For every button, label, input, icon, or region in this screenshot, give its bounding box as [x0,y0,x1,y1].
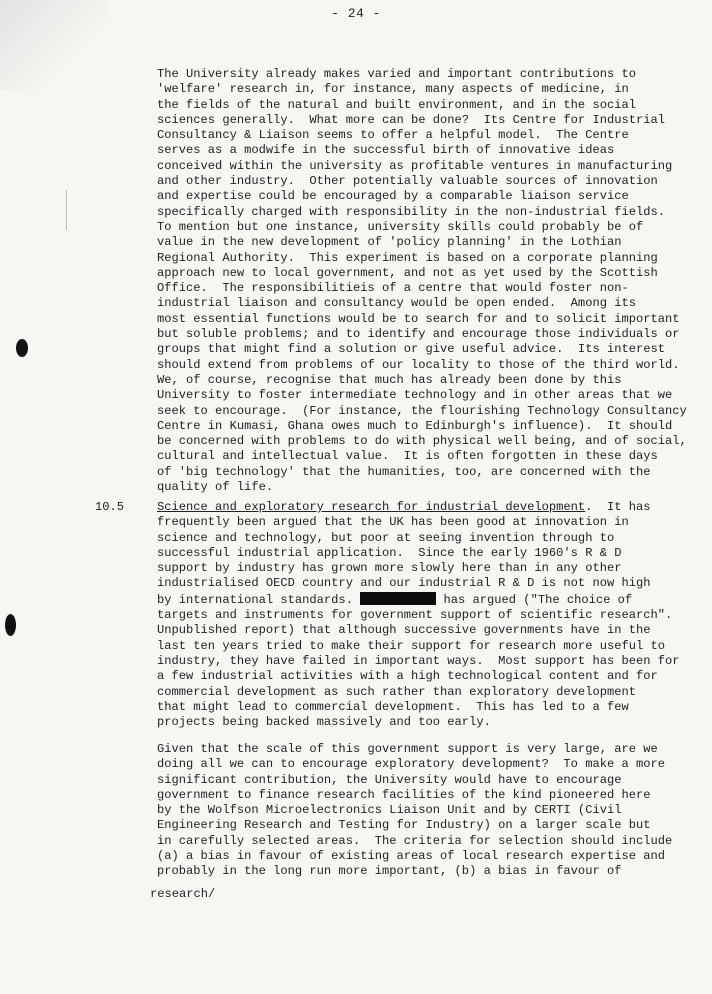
page-number: - 24 - [331,6,381,21]
punch-hole-bottom [5,614,16,636]
redaction-block [360,592,436,605]
continuation-word: research/ [150,887,216,901]
redaction-prefix: by international standards. [157,592,361,607]
section-body-after-redaction: targets and instruments for government support of scientific research". Unpublished report) that although successive governments have in the last ten years tried to make their support for research more useful to industry, they have failed in important ways. Most support has been for a few industrial activities with a high technological content and for commercial development as such rather than exploratory development that might lead to commercial development. This has led to a few projects being backed massively and too early. [157,608,680,730]
paragraph-section-10-5 [157,500,680,730]
heading-tail: . It has [585,500,651,514]
punch-hole-top [16,339,28,357]
paragraph-welfare-research: The University already makes varied and important contributions to 'welfare' research in, for instance, many aspects of medicine, in the fields of the natural and built environment, and in the social sciences generally. What more can be done? Its Centre for Industrial Consultancy & Liaison seems to offer a helpful model. The Centre serves as a modwife in the successful birth of innovative ideas conceived within the university as profitable ventures in manufacturing and other industry. Other potentially valuable sources of innovation and expertise could be encouraged by a comparable liaison service specifically charged with responsibility in the non-industrial fields. To mention but one instance, university skills could probably be of value in the new development of 'policy planning' in the Lothian Regional Authority. This experiment is based on a corporate planning approach new to local government, and not as yet used by the Scottish Office. The responsibilitieis of a centre that would foster non- industrial liaison and consultancy would be open ended. Among its most essential functions would be to search for and to solicit important but soluble problems; and to identify and encourage those individuals or groups that might find a solution or give useful advice. Its interest should extend from problems of our locality to those of the third world. We, of course, recognise that much has already been done by this University to foster intermediate technology and in other areas that we seek to encourage. (For instance, the flourishing Technology Consultancy Centre in Kumasi, Ghana owes much to Edinburgh's influence). It should be concerned with problems to do with physical well being, and of social, cultural and intellectual value. It is often forgotten in these days of 'big technology' that the humanities, too, are concerned with the quality of life. [157,67,687,495]
section-number: 10.5 [95,500,125,514]
margin-mark [66,190,67,230]
paragraph-exploratory-development: Given that the scale of this government support is very large, are we doing all we can to encourage exploratory development? To make a more significant contribution, the University would have to encourage government to finance research facilities of the kind pioneered here by the Wolfson Microelectronics Liaison Unit and by CERTI (Civil Engineering Research and Testing for Industry) on a larger scale but in carefully selected areas. The criteria for selection should include (a) a bias in favour of existing areas of local research expertise and probably in the long run more important, (b) a bias in favour of [157,742,673,879]
section-heading: Science and exploratory research for industrial development [157,500,586,514]
section-body-before-redaction: frequently been argued that the UK has been good at innovation in science and technology, but poor at seeing invention through to successful industrial application. Since the early 1960's R & D support by industry has grown more slowly here than in any other industrialised OECD country and our industrial R & D is not now high [157,515,651,591]
redaction-suffix: has argued ("The choice of [436,592,633,607]
